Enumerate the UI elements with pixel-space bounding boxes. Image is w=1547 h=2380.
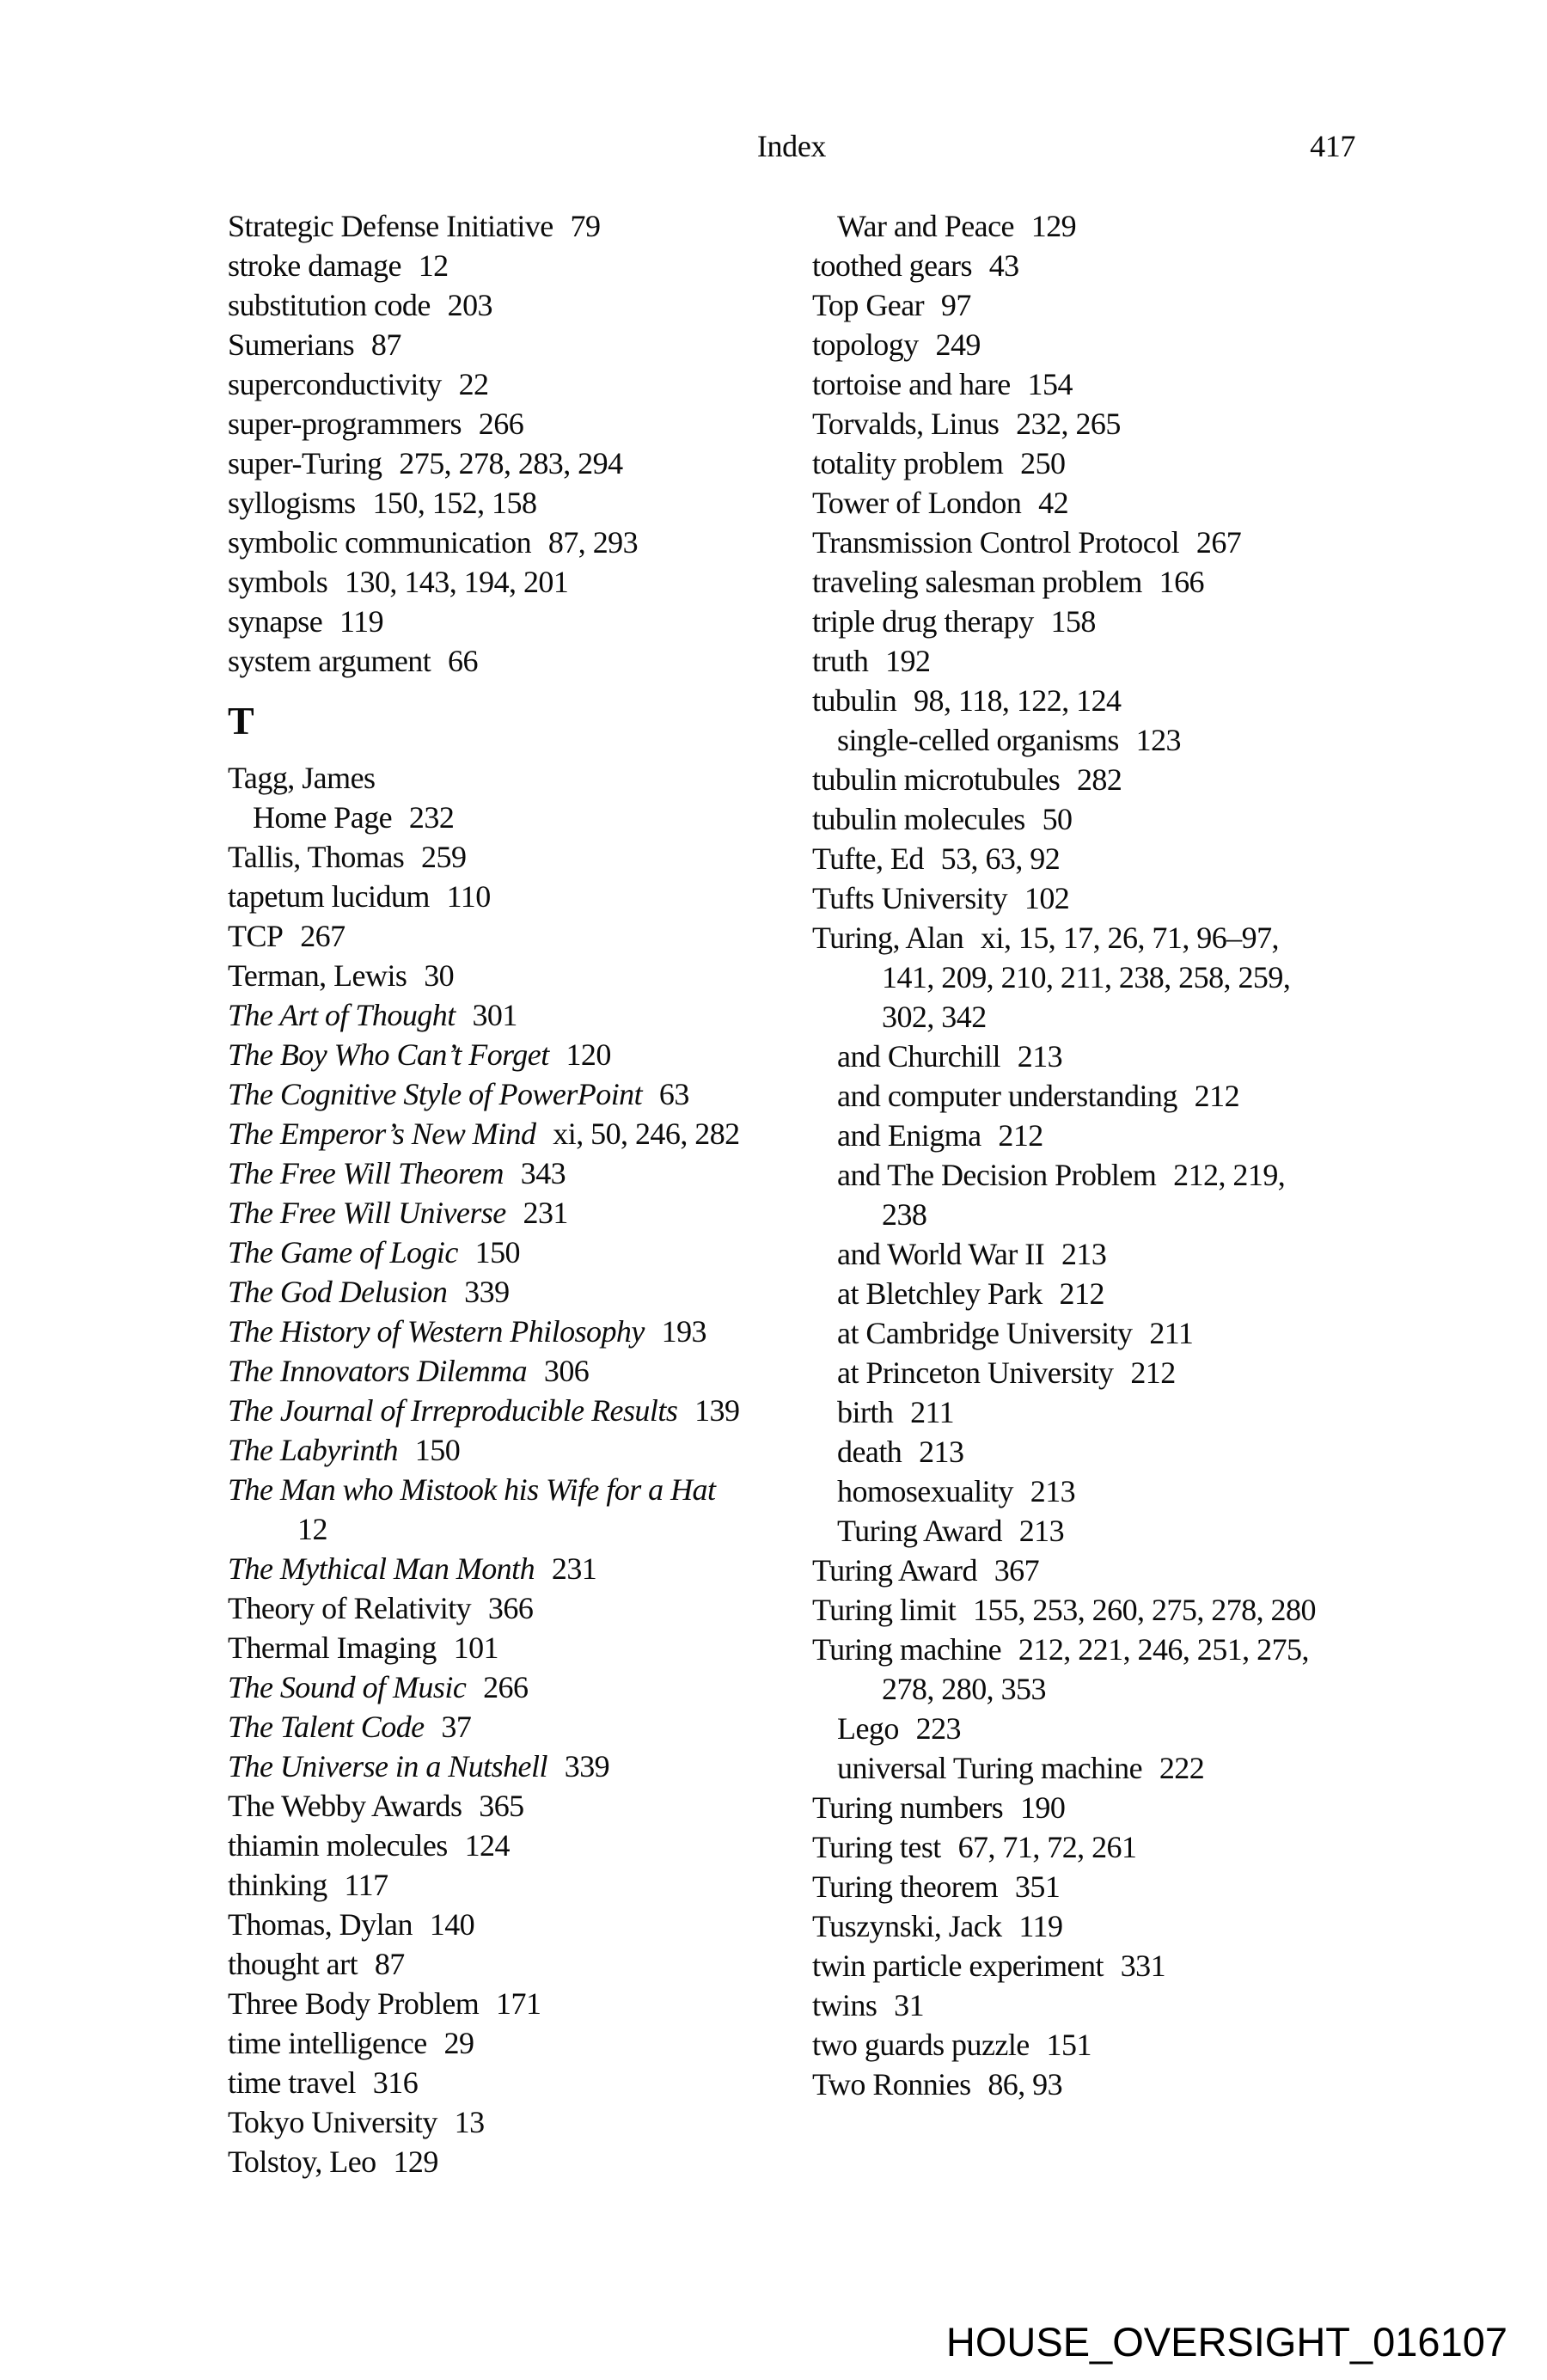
index-entry (812, 918, 1431, 958)
entry-pages: 213 (1030, 1474, 1076, 1508)
entry-pages: 331 (1120, 1949, 1166, 1983)
index-entry (228, 364, 799, 404)
entry-pages: 203 (447, 288, 492, 322)
index-entry (228, 1667, 799, 1707)
entry-text: Transmission Control Protocol (812, 525, 1180, 560)
entry-pages: 232, 265 (1016, 407, 1121, 441)
page-footer (946, 2320, 1507, 2365)
entry-text: Tufts University (812, 881, 1008, 915)
entry-text: Terman, Lewis (228, 958, 407, 993)
entry-pages: xi, 15, 17, 26, 71, 96–97, (981, 921, 1279, 955)
entry-pages: 31 (894, 1988, 925, 2022)
index-entry (812, 1471, 1431, 1511)
index-entry (812, 1590, 1431, 1630)
index-entry (228, 956, 799, 995)
index-entry (812, 2065, 1431, 2104)
entry-pages: 150 (414, 1433, 461, 1467)
entry-pages: 130, 143, 194, 201 (345, 565, 569, 599)
entry-text: The History of Western Philosophy (228, 1314, 645, 1349)
index-entry (812, 720, 1431, 760)
entry-text: Sumerians (228, 327, 355, 362)
entry-pages: 98, 118, 122, 124 (914, 683, 1122, 718)
index-entry (812, 1313, 1431, 1353)
index-entry (812, 799, 1431, 839)
entry-text: Turing limit (812, 1593, 957, 1627)
index-entry (228, 1549, 799, 1588)
entry-text: Tagg, James (228, 761, 376, 795)
index-entry (228, 2023, 799, 2063)
entry-pages: 151 (1046, 2028, 1091, 2062)
index-entry (228, 404, 799, 444)
entry-text: Turing Award (812, 1553, 977, 1588)
index-entry (812, 1709, 1431, 1748)
index-entry (228, 1865, 799, 1905)
entry-pages: 123 (1135, 723, 1182, 757)
entry-text: The Innovators Dilemma (228, 1354, 528, 1388)
entry-pages: 129 (1030, 209, 1077, 243)
entry-pages: 365 (479, 1789, 524, 1823)
index-entry (228, 1430, 799, 1470)
entry-text: The Mythical Man Month (228, 1551, 535, 1586)
entry-text: and World War II (837, 1237, 1045, 1271)
entry-text: The Cognitive Style of PowerPoint (228, 1077, 643, 1111)
entry-text: Thermal Imaging (228, 1631, 437, 1665)
entry-pages: 232 (408, 800, 455, 835)
index-entry (812, 523, 1431, 562)
entry-text: The Free Will Universe (228, 1196, 506, 1230)
entry-pages: 249 (935, 327, 981, 362)
index-entry (812, 1788, 1431, 1827)
entry-text: Turing test (812, 1830, 941, 1864)
entry-text: tubulin (812, 683, 897, 718)
entry-pages: 87 (370, 327, 401, 362)
entry-pages: 212 (1059, 1276, 1104, 1311)
entry-text: Tolstoy, Leo (228, 2144, 376, 2179)
entry-text: thiamin molecules (228, 1828, 448, 1863)
index-entry (228, 1272, 799, 1312)
entry-text: The God Delusion (228, 1275, 448, 1309)
index-entry (812, 1392, 1431, 1432)
index-entry (228, 1074, 799, 1114)
index-entry (812, 404, 1431, 444)
entry-text: Turing numbers (812, 1790, 1004, 1825)
index-entry (812, 958, 1431, 997)
bates-stamp: HOUSE_OVERSIGHT_016107 (945, 2319, 1507, 2365)
index-entry (228, 246, 799, 285)
entry-pages: 124 (464, 1828, 510, 1863)
entry-pages: 87, 293 (547, 525, 639, 560)
entry-pages: 213 (1061, 1237, 1107, 1271)
entry-text: time travel (228, 2065, 356, 2100)
entry-text: totality problem (812, 446, 1004, 480)
entry-text: Turing theorem (812, 1869, 999, 1904)
index-entry (228, 1035, 799, 1074)
entry-pages: 302, 342 (882, 1000, 987, 1034)
entry-pages: 110 (446, 879, 491, 914)
entry-text: Tower of London (812, 486, 1022, 520)
index-entry (812, 1195, 1431, 1234)
index-entry (228, 1826, 799, 1865)
entry-text: The Man who Mistook his Wife for a Hat (228, 1472, 716, 1507)
index-entry (812, 681, 1431, 720)
index-entry (812, 2025, 1431, 2065)
entry-pages: 67, 71, 72, 261 (957, 1830, 1137, 1864)
index-entry (812, 562, 1431, 602)
entry-text: toothed gears (812, 248, 972, 283)
index-entry (228, 877, 799, 916)
index-entry (812, 206, 1431, 246)
entry-text: system argument (228, 644, 431, 678)
entry-text: Tuszynski, Jack (812, 1909, 1002, 1943)
entry-text: symbols (228, 565, 328, 599)
entry-pages: 119 (339, 604, 384, 639)
entry-pages: 37 (441, 1710, 472, 1744)
index-entry (228, 1153, 799, 1193)
entry-text: and Enigma (837, 1118, 981, 1153)
entry-text: Turing Award (837, 1514, 1002, 1548)
index-entry (228, 1707, 799, 1747)
index-entry (228, 325, 799, 364)
index-entry (812, 1669, 1431, 1709)
index-entry (812, 641, 1431, 681)
index-entry (228, 1984, 799, 2023)
entry-text: super-Turing (228, 446, 382, 480)
entry-pages: 101 (453, 1631, 498, 1665)
page-title: Index (756, 129, 827, 163)
index-entry (812, 1511, 1431, 1551)
index-entry (812, 1551, 1431, 1590)
section-heading: T (228, 699, 254, 743)
entry-pages: 267 (1195, 525, 1242, 560)
index-entry (228, 562, 799, 602)
entry-pages: 53, 63, 92 (940, 841, 1061, 876)
index-entry (228, 798, 799, 837)
entry-pages: 102 (1024, 881, 1070, 915)
index-entry (228, 995, 799, 1035)
entry-text: symbolic communication (228, 525, 532, 560)
entry-pages: 301 (472, 998, 517, 1032)
entry-text: Lego (837, 1711, 899, 1746)
entry-text: tubulin molecules (812, 802, 1025, 836)
index-entry (228, 641, 799, 681)
index-entry (228, 1628, 799, 1667)
entry-text: at Cambridge University (837, 1316, 1133, 1350)
entry-text: The Talent Code (228, 1710, 425, 1744)
entry-pages: 43 (988, 248, 1019, 283)
entry-text: Tallis, Thomas (228, 840, 405, 874)
entry-text: Two Ronnies (812, 2067, 971, 2102)
entry-pages: 29 (443, 2026, 474, 2060)
entry-pages: 250 (1020, 446, 1066, 480)
entry-pages: 316 (372, 2065, 419, 2100)
index-entry (812, 1353, 1431, 1392)
entry-pages: 278, 280, 353 (882, 1672, 1046, 1706)
entry-pages: 259 (421, 840, 467, 874)
entry-pages: 231 (551, 1551, 597, 1586)
page-header (228, 129, 1355, 163)
entry-pages: 343 (520, 1156, 566, 1190)
entry-text: synapse (228, 604, 323, 639)
index-entry (228, 1233, 799, 1272)
right-column (812, 206, 1431, 2104)
entry-pages: 212 (998, 1118, 1043, 1153)
index-entry (228, 758, 799, 798)
entry-text: two guards puzzle (812, 2028, 1030, 2062)
entry-text: truth (812, 644, 869, 678)
entry-pages: 79 (570, 209, 601, 243)
entry-text: substitution code (228, 288, 431, 322)
index-entry (812, 1827, 1431, 1867)
entry-pages: 367 (994, 1553, 1040, 1588)
entry-text: The Emperor’s New Mind (228, 1117, 536, 1151)
entry-pages: 154 (1027, 367, 1073, 401)
entry-text: Home Page (253, 800, 393, 835)
index-entry (812, 997, 1431, 1037)
entry-text: TCP (228, 919, 284, 953)
entry-text: Turing, Alan (812, 921, 964, 955)
index-entry (812, 1274, 1431, 1313)
index-entry (228, 1588, 799, 1628)
entry-pages: 50 (1042, 802, 1073, 836)
index-entry (812, 1116, 1431, 1155)
entry-pages: 150 (474, 1235, 520, 1270)
entry-text: The Boy Who Can’t Forget (228, 1037, 549, 1072)
index-entry (228, 523, 799, 562)
index-entry (812, 1234, 1431, 1274)
index-entry (812, 839, 1431, 878)
entry-text: Tokyo University (228, 2105, 437, 2139)
entry-pages: 141, 209, 210, 211, 238, 258, 259, (882, 960, 1291, 994)
entry-text: The Journal of Irreproducible Results (228, 1393, 678, 1428)
entry-pages: 266 (483, 1670, 529, 1704)
entry-pages: 12 (418, 248, 449, 283)
index-entry (228, 916, 799, 956)
entry-pages: 267 (300, 919, 345, 953)
index-entry (228, 2102, 799, 2142)
entry-pages: 193 (661, 1314, 707, 1349)
entry-pages: 150, 152, 158 (372, 486, 537, 520)
index-entry (228, 444, 799, 483)
index-entry (812, 364, 1431, 404)
entry-text: War and Peace (837, 209, 1014, 243)
entry-pages: 213 (1017, 1039, 1063, 1074)
entry-text: Strategic Defense Initiative (228, 209, 553, 243)
index-entry (228, 1747, 799, 1786)
index-entry (228, 1114, 799, 1153)
entry-text: The Game of Logic (228, 1235, 458, 1270)
entry-pages: 117 (344, 1868, 388, 1902)
entry-pages: 192 (885, 644, 931, 678)
entry-pages: 211 (910, 1395, 955, 1429)
index-entry (812, 878, 1431, 918)
entry-text: super-programmers (228, 407, 462, 441)
entry-text: triple drug therapy (812, 604, 1034, 639)
entry-pages: 140 (429, 1907, 475, 1942)
entry-pages: 351 (1014, 1869, 1061, 1904)
entry-pages: xi, 50, 246, 282 (553, 1117, 740, 1151)
entry-pages: 190 (1019, 1790, 1066, 1825)
entry-text: twin particle experiment (812, 1949, 1104, 1983)
entry-text: Thomas, Dylan (228, 1907, 413, 1942)
entry-text: and The Decision Problem (837, 1158, 1157, 1192)
entry-text: The Universe in a Nutshell (228, 1749, 547, 1783)
entry-pages: 13 (454, 2105, 485, 2139)
index-entry (228, 1944, 799, 1984)
index-entry (812, 1906, 1431, 1946)
entry-text: birth (837, 1395, 894, 1429)
index-entry (228, 1193, 799, 1233)
entry-text: at Bletchley Park (837, 1276, 1043, 1311)
page-number: 417 (1310, 129, 1355, 163)
index-entry (228, 1470, 799, 1509)
entry-pages: 158 (1050, 604, 1096, 639)
entry-text: twins (812, 1988, 877, 2022)
entry-pages: 366 (487, 1591, 534, 1625)
entry-pages: 266 (478, 407, 524, 441)
entry-text: traveling salesman problem (812, 565, 1142, 599)
entry-pages: 119 (1018, 1909, 1063, 1943)
entry-pages: 139 (694, 1393, 740, 1428)
entry-text: thought art (228, 1947, 358, 1981)
entry-pages: 12 (297, 1512, 327, 1546)
index-entry (812, 602, 1431, 641)
entry-pages: 22 (458, 367, 489, 401)
entry-text: superconductivity (228, 367, 442, 401)
entry-text: Theory of Relativity (228, 1591, 472, 1625)
entry-text: tubulin microtubules (812, 762, 1061, 797)
entry-pages: 66 (448, 644, 478, 678)
index-entry (228, 1351, 799, 1391)
entry-text: topology (812, 327, 919, 362)
index-entry (812, 1076, 1431, 1116)
index-entry (228, 1312, 799, 1351)
entry-text: tapetum lucidum (228, 879, 430, 914)
index-entry (812, 444, 1431, 483)
entry-text: single-celled organisms (837, 723, 1119, 757)
index-entry (812, 483, 1431, 523)
entry-text: at Princeton University (837, 1355, 1114, 1390)
entry-pages: 306 (543, 1354, 590, 1388)
entry-text: homosexuality (837, 1474, 1013, 1508)
index-entry (228, 837, 799, 877)
entry-pages: 222 (1159, 1751, 1205, 1785)
entry-pages: 155, 253, 260, 275, 278, 280 (973, 1593, 1316, 1627)
index-entry (228, 483, 799, 523)
index-entry (812, 760, 1431, 799)
entry-pages: 339 (464, 1275, 510, 1309)
entry-text: The Art of Thought (228, 998, 456, 1032)
index-entry (228, 2063, 799, 2102)
entry-pages: 275, 278, 283, 294 (399, 446, 623, 480)
entry-pages: 211 (1149, 1316, 1194, 1350)
entry-pages: 97 (940, 288, 971, 322)
index-entry (812, 325, 1431, 364)
index-entry (228, 1509, 799, 1549)
index-entry (812, 1432, 1431, 1471)
entry-text: syllogisms (228, 486, 356, 520)
entry-text: Three Body Problem (228, 1986, 480, 2021)
index-entry (812, 246, 1431, 285)
entry-pages: 213 (919, 1435, 964, 1469)
entry-pages: 87 (374, 1947, 405, 1981)
index-entry (812, 1155, 1431, 1195)
entry-pages: 42 (1038, 486, 1069, 520)
entry-text: stroke damage (228, 248, 401, 283)
entry-pages: 212, 219, (1173, 1158, 1286, 1192)
entry-text: death (837, 1435, 902, 1469)
entry-text: The Webby Awards (228, 1789, 462, 1823)
index-entry (812, 1630, 1431, 1669)
entry-text: Turing machine (812, 1632, 1002, 1667)
index-entry (228, 206, 799, 246)
index-entry (812, 1037, 1431, 1076)
entry-text: and computer understanding (837, 1079, 1177, 1113)
entry-text: and Churchill (837, 1039, 1000, 1074)
index-entry (228, 1905, 799, 1944)
index-entry (812, 1867, 1431, 1906)
index-entry (812, 285, 1431, 325)
entry-text: time intelligence (228, 2026, 427, 2060)
entry-text: Top Gear (812, 288, 925, 322)
index-entry (228, 285, 799, 325)
entry-pages: 171 (496, 1986, 541, 2021)
entry-text: thinking (228, 1868, 327, 1902)
entry-text: tortoise and hare (812, 367, 1011, 401)
entry-pages: 231 (523, 1196, 568, 1230)
entry-text: Tufte, Ed (812, 841, 924, 876)
entry-pages: 30 (424, 958, 455, 993)
entry-pages: 86, 93 (988, 2067, 1063, 2102)
index-entry (812, 1748, 1431, 1788)
entry-pages: 282 (1076, 762, 1122, 797)
entry-text: Torvalds, Linus (812, 407, 1000, 441)
index-entry (812, 1985, 1431, 2025)
entry-pages: 212, 221, 246, 251, 275, (1018, 1632, 1309, 1667)
index-entry (228, 1391, 799, 1430)
entry-pages: 166 (1159, 565, 1205, 599)
entry-text: The Labyrinth (228, 1433, 398, 1467)
index-entry (228, 1786, 799, 1826)
entry-pages: 212 (1194, 1079, 1240, 1113)
entry-pages: 63 (658, 1077, 689, 1111)
entry-pages: 129 (393, 2144, 438, 2179)
entry-pages: 213 (1018, 1514, 1065, 1548)
index-entry (228, 602, 799, 641)
entry-text: The Sound of Music (228, 1670, 467, 1704)
entry-pages: 120 (566, 1037, 611, 1072)
entry-pages: 238 (882, 1197, 927, 1232)
entry-text: universal Turing machine (837, 1751, 1143, 1785)
entry-pages: 223 (915, 1711, 961, 1746)
entry-pages: 212 (1130, 1355, 1176, 1390)
entry-pages: 339 (564, 1749, 610, 1783)
index-entry (812, 1946, 1431, 1985)
entry-text: The Free Will Theorem (228, 1156, 504, 1190)
left-column (228, 206, 799, 2181)
index-entry (228, 2142, 799, 2181)
